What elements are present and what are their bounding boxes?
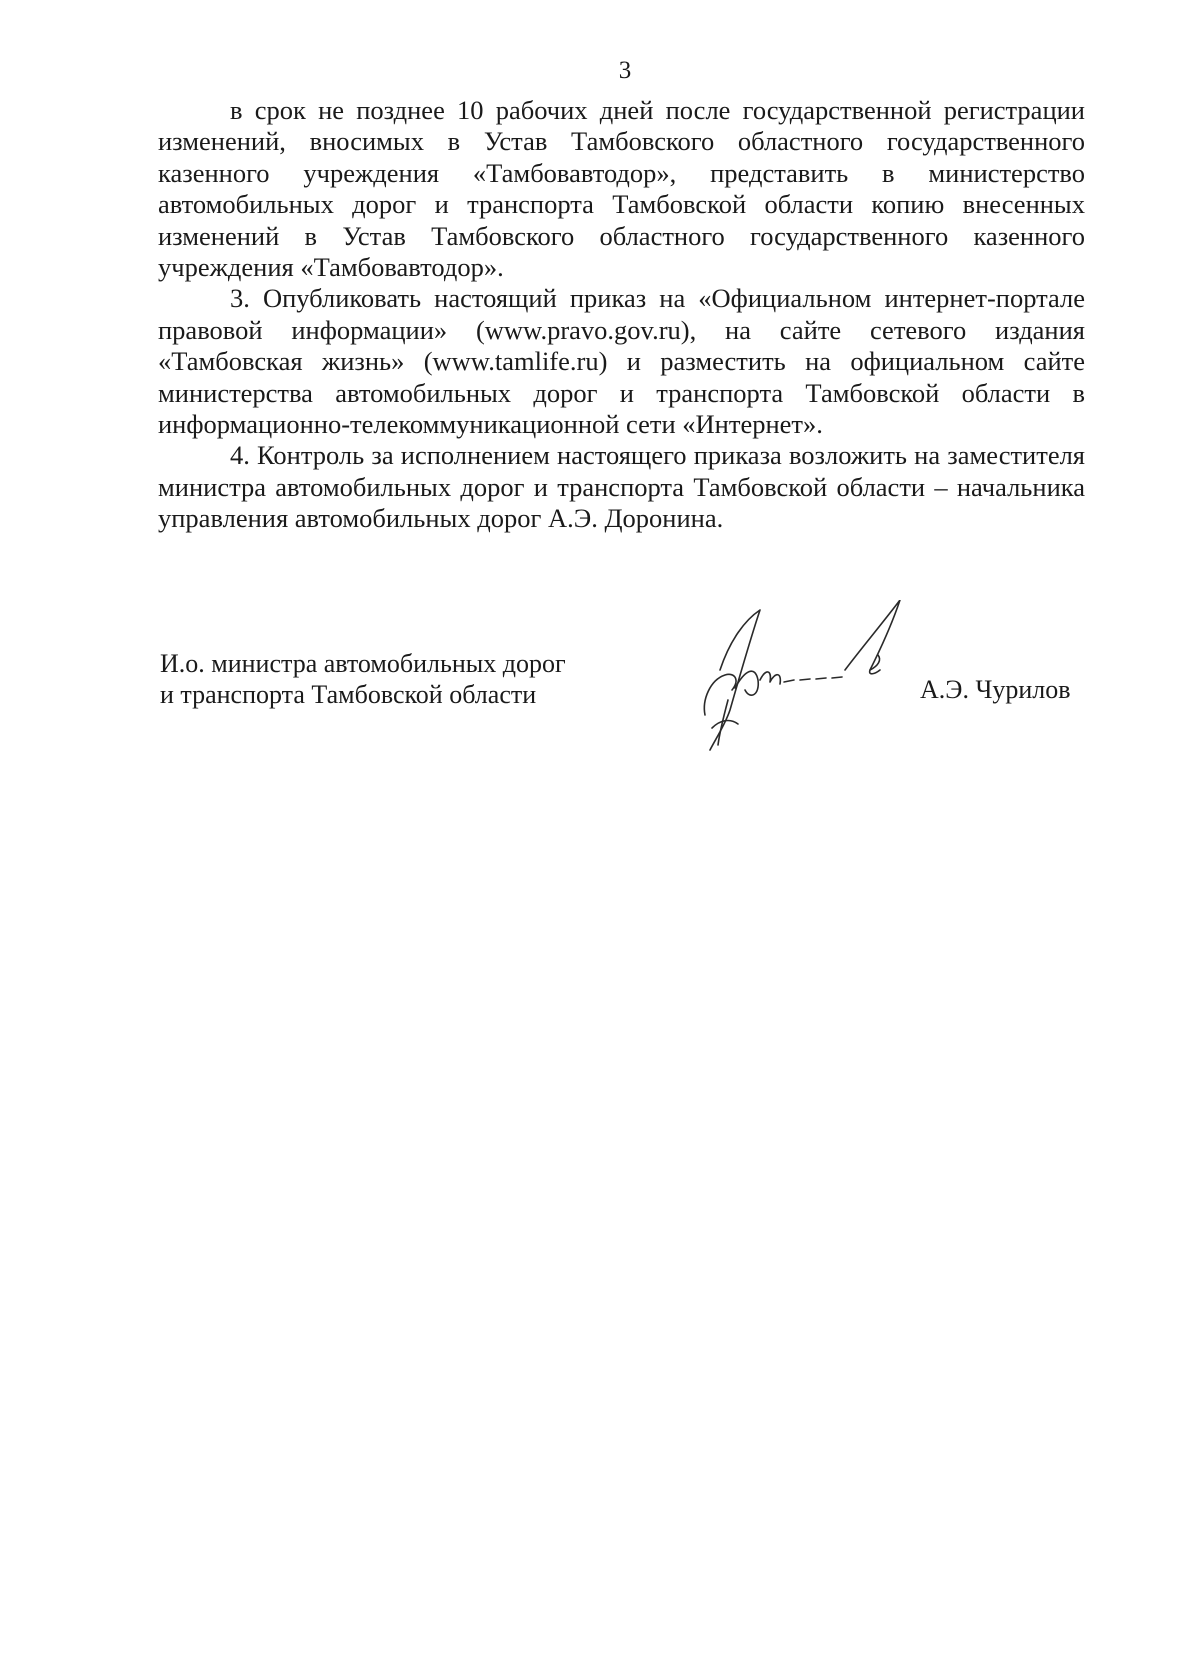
paragraph-control: 4. Контроль за исполнением настоящего приказа возложить на заместителя министра автомобильных дорог и транспорта Тамбовской области – начальника управления автомобильных дорог А.Э. Доронина. [158,440,1085,534]
page-number: 3 [618,57,632,84]
handwritten-signature [700,600,940,760]
paragraph-registration-deadline: в срок не позднее 10 рабочих дней после государственной регистрации изменений, вносимых в Устав Тамбовского областного государственного казенного учреждения «Тамбовавтодор», представить в министерство автомобильных дорог и транспорта Тамбовской области копию внесенных изменений в Устав Тамбовского областного государственного казенного учреждения «Тамбовавтодор». [158,95,1085,283]
document-body [158,95,1085,535]
signatory-title [160,648,620,710]
signatory-title-line-2: и транспорта Тамбовской области [160,680,537,709]
signatory-title-line-1: И.о. министра автомобильных дорог [160,649,566,678]
paragraph-publication: 3. Опубликовать настоящий приказ на «Официальном интернет-портале правовой информации» (www.pravo.gov.ru), на сайте сетевого издания «Тамбовская жизнь» (www.tamlife.ru) и разместить на официальном сайте министерства автомобильных дорог и транспорта Тамбовской области в информационно-телекоммуникационной сети «Интернет». [158,283,1085,440]
signatory-name: А.Э. Чурилов [920,675,1071,704]
